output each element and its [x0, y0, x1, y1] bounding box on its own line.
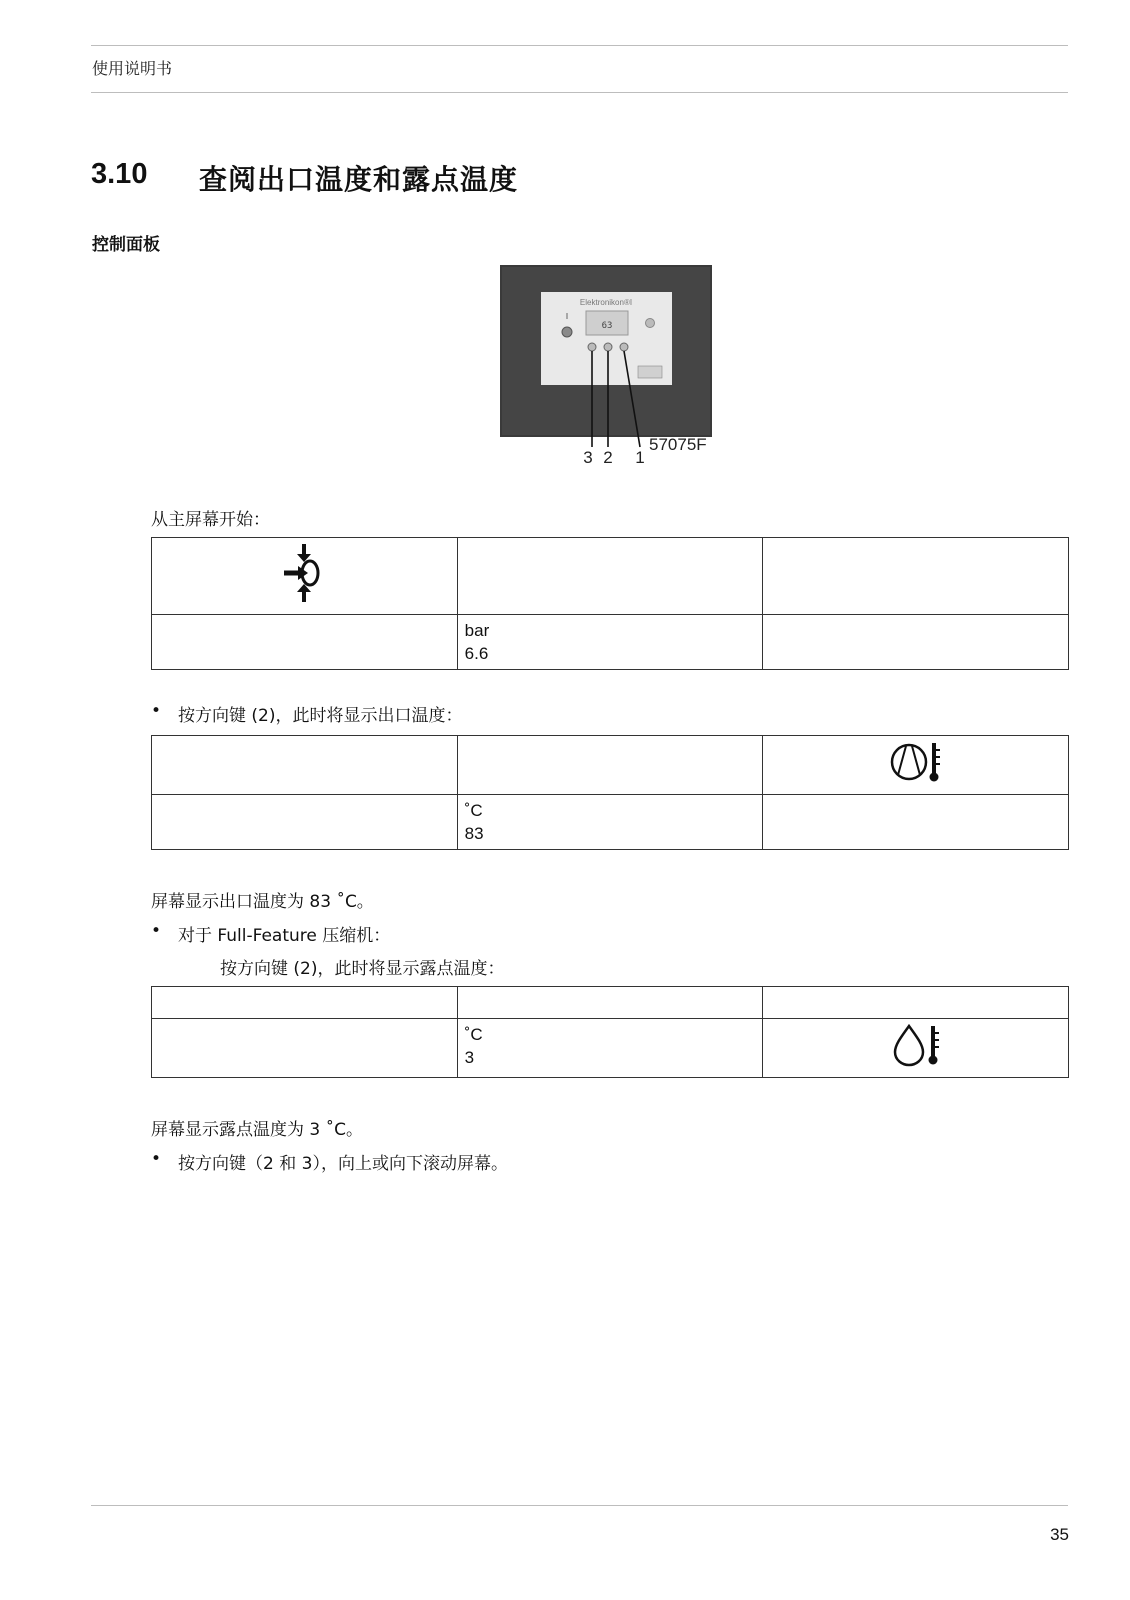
header-top-rule: [91, 45, 1068, 46]
outlet-temperature-text: 屏幕显示出口温度为 83 ˚C。: [151, 892, 374, 912]
brand-logo-plate: [638, 366, 662, 378]
document-header-title: 使用说明书: [92, 59, 173, 78]
key-3-icon: [588, 343, 596, 351]
header-bottom-rule: [91, 92, 1068, 93]
intro-text: 从主屏幕开始：: [151, 510, 270, 530]
table3-unit: ˚C: [464, 1025, 483, 1044]
table2-icon-cell: [763, 736, 1069, 795]
status-led-icon: [646, 319, 655, 328]
table1-value: 6.6: [464, 644, 489, 663]
table1-empty-cell-right2: [763, 615, 1069, 670]
table1-empty-cell-right: [763, 538, 1069, 615]
bullet-text-2: 对于 Full-Feature 压缩机：: [178, 926, 391, 946]
table2-empty-cell-mid: [457, 736, 763, 795]
display-table-main-screen: [151, 537, 1069, 670]
figure-id: 57075F: [649, 435, 707, 454]
callout-label-1: 1: [635, 448, 645, 467]
key-2-icon: [604, 343, 612, 351]
outlet-pressure-icon: [282, 542, 326, 604]
panel-display-value: 63: [601, 321, 613, 331]
section-number: 3.10: [91, 158, 148, 190]
dewpoint-temperature-icon: [891, 1023, 941, 1067]
bullet-text-1: 按方向键 (2)，此时将显示出口温度：: [178, 706, 463, 726]
table1-empty-cell-left: [152, 615, 458, 670]
bullet-dot-3: •: [151, 1149, 162, 1169]
dewpoint-temperature-text: 屏幕显示露点温度为 3 ˚C。: [151, 1120, 363, 1140]
panel-brand-label: Elektronikon®I: [579, 298, 633, 307]
table2-value: 83: [464, 824, 484, 843]
display-table-dewpoint-temperature: [151, 986, 1069, 1078]
callout-label-2: 2: [603, 448, 613, 467]
page-number: 35: [1050, 1525, 1069, 1544]
table1-icon-cell: [152, 538, 458, 615]
control-panel-photo: [500, 265, 716, 470]
display-table-outlet-temperature: [151, 735, 1069, 850]
key-1-icon: [620, 343, 628, 351]
table3-icon-cell: [763, 1019, 1069, 1078]
section-title: 查阅出口温度和露点温度: [199, 163, 519, 196]
table3-empty-cell-mid: [457, 987, 763, 1019]
table2-unit: ˚C: [464, 801, 483, 820]
footer-rule: [91, 1505, 1068, 1506]
table3-empty-cell-left2: [152, 1019, 458, 1078]
table3-empty-cell-right: [763, 987, 1069, 1019]
bullet-dot-2: •: [151, 921, 162, 941]
table2-value-cell: [457, 795, 763, 850]
bullet-text-3: 按方向键（2 和 3），向上或向下滚动屏幕。: [178, 1154, 508, 1174]
table3-empty-cell-left: [152, 987, 458, 1019]
table1-value-cell: [457, 615, 763, 670]
table2-empty-cell-left2: [152, 795, 458, 850]
table2-empty-cell-left: [152, 736, 458, 795]
table2-empty-cell-right: [763, 795, 1069, 850]
bullet-dot-1: •: [151, 701, 162, 721]
element-temperature-icon: [889, 740, 943, 784]
table1-unit: bar: [464, 621, 490, 640]
table3-value-cell: [457, 1019, 763, 1078]
bullet-subtext-2: 按方向键 (2)，此时将显示露点温度：: [220, 959, 505, 979]
subheading: 控制面板: [92, 235, 160, 255]
table1-empty-cell-mid: [457, 538, 763, 615]
callout-label-3: 3: [583, 448, 593, 467]
table3-value: 3: [464, 1048, 475, 1067]
start-button-icon: [562, 327, 572, 337]
